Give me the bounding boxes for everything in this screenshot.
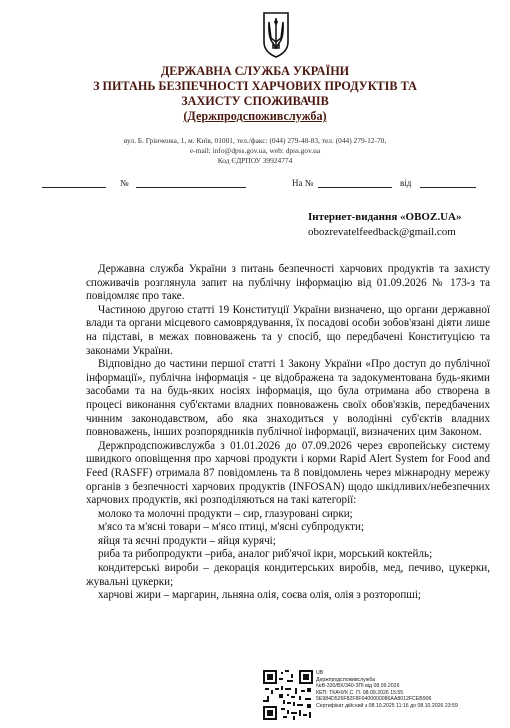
list-item: харчові жири – маргарин, льняна олія, соєва олія, олія з розторопші; bbox=[98, 589, 421, 602]
paragraph-intro: Державна служба України з питань безпечності харчових продуктів та захисту споживачів розглянула запит на публічну інформацію від 01.09.2026 № 173-з та повідомляє про таке. bbox=[86, 263, 490, 303]
agency-line-3: ЗАХИСТУ СПОЖИВАЧІВ bbox=[181, 94, 329, 108]
reply-date-blank bbox=[420, 178, 476, 188]
contacts-edrpou: Код ЄДРПОУ 39924774 bbox=[217, 156, 293, 165]
signature-line: Держпродспоживслужба bbox=[316, 676, 376, 683]
list-item: молоко та молочні продукти – сир, глазуровані сирки; bbox=[98, 507, 353, 520]
paragraph-constitution: Частиною другою статті 19 Конституції України визначено, що органи державної влади та органи місцевого самоврядування, їх посадові особи зобов'язані діяти лише на підставі, в межах повноважень та у спосіб, що передбачені Конституцією та законами України. bbox=[86, 303, 490, 357]
signature-line: КЕП: ТКАЧУК С. П. 08.09.2026 15:55 bbox=[316, 689, 404, 696]
digital-signature-block bbox=[316, 670, 506, 710]
from-label: від bbox=[400, 178, 412, 188]
trident-coat-of-arms-icon bbox=[263, 12, 289, 58]
signature-line: №В-330/ВХ/340-ЗПІ від 08.09.2026 bbox=[316, 683, 400, 690]
list-item: кондитерські вироби – декорація кондитерських виробів, мед, печиво, цукерки, жувальні цукерки; bbox=[86, 562, 490, 588]
list-item: м'ясо та м'ясні товари – м'ясо птиці, м'ясні субпродукти; bbox=[98, 521, 365, 534]
signature-line: Сертифікат дійсний з 08.10.2025 11:16 до 08.10.2026 23:59 bbox=[316, 702, 458, 709]
qr-code-icon bbox=[263, 670, 313, 720]
outgoing-number-blank bbox=[136, 178, 246, 188]
addressee-block bbox=[308, 210, 498, 240]
agency-line-2: З ПИТАНЬ БЕЗПЕЧНОСТІ ХАРЧОВИХ ПРОДУКТІВ ТА bbox=[93, 79, 417, 93]
list-item: риба та рибопродукти –риба, аналог риб'ячої ікри, морський коктейль; bbox=[98, 548, 433, 561]
list-item: яйця та яєчні продукти – яйця курячі; bbox=[98, 534, 276, 547]
agency-line-1: ДЕРЖАВНА СЛУЖБА УКРАЇНИ bbox=[160, 64, 350, 78]
reference-line bbox=[42, 178, 482, 192]
outgoing-date-blank bbox=[42, 178, 106, 188]
number-sign: № bbox=[120, 178, 129, 188]
paragraph-law: Відповідно до частини першої статті 1 Закону України «Про доступ до публічної інформації», публічна інформація - це відображена та задокументована будь-якими засобами та на будь-яких носіях інформація, що була отримана або створена в процесі виконання суб'єктами владних повноважень своїх обов'язків, передбачених чинним законодавством, або яка знаходиться у володінні суб'єктів владних повноважень, інших розпорядників публічної інформації, визначених цим Законом. bbox=[86, 358, 490, 439]
letter-body bbox=[86, 263, 490, 603]
category-list bbox=[86, 508, 490, 603]
agency-short-name: (Держпродспоживслужба) bbox=[183, 109, 327, 123]
signature-line: UB bbox=[316, 670, 324, 676]
paragraph-rasff: Держпродспоживслужба з 01.01.2026 до 07.09.2026 через європейську систему швидкого оповіщення про харчові продукти і корми Rapid Alert System for Food and Feed (RASFF) отримала 87 повідомлень та 8 повідомлень через міжнародну мережу органів з безпечності харчових продуктів (INFOSAN) щодо шкідливих/небезпечних харчових продуктів, які розподіляються на такі категорії: bbox=[86, 439, 490, 507]
contacts-email-web: e-mail: info@dpss.gov.ua, web: dpss.gov.ua bbox=[189, 146, 321, 155]
addressee-org: Інтернет-видання «OBOZ.UA» bbox=[308, 211, 462, 223]
addressee-email: obozrevatelfeedback@gmail.com bbox=[308, 226, 456, 238]
signature-line: 5E984D526F82F8F0400000086AA8012FCEB906 bbox=[316, 696, 432, 703]
agency-contacts bbox=[70, 136, 440, 166]
reply-number-blank bbox=[318, 178, 392, 188]
contacts-address: вул. Б. Грінченка, 1, м. Київ, 01001, тел./факс: (044) 279-48-83, тел. (044) 279-12-70, bbox=[123, 136, 387, 145]
reply-to-label: На № bbox=[292, 178, 314, 188]
agency-title bbox=[60, 64, 450, 124]
